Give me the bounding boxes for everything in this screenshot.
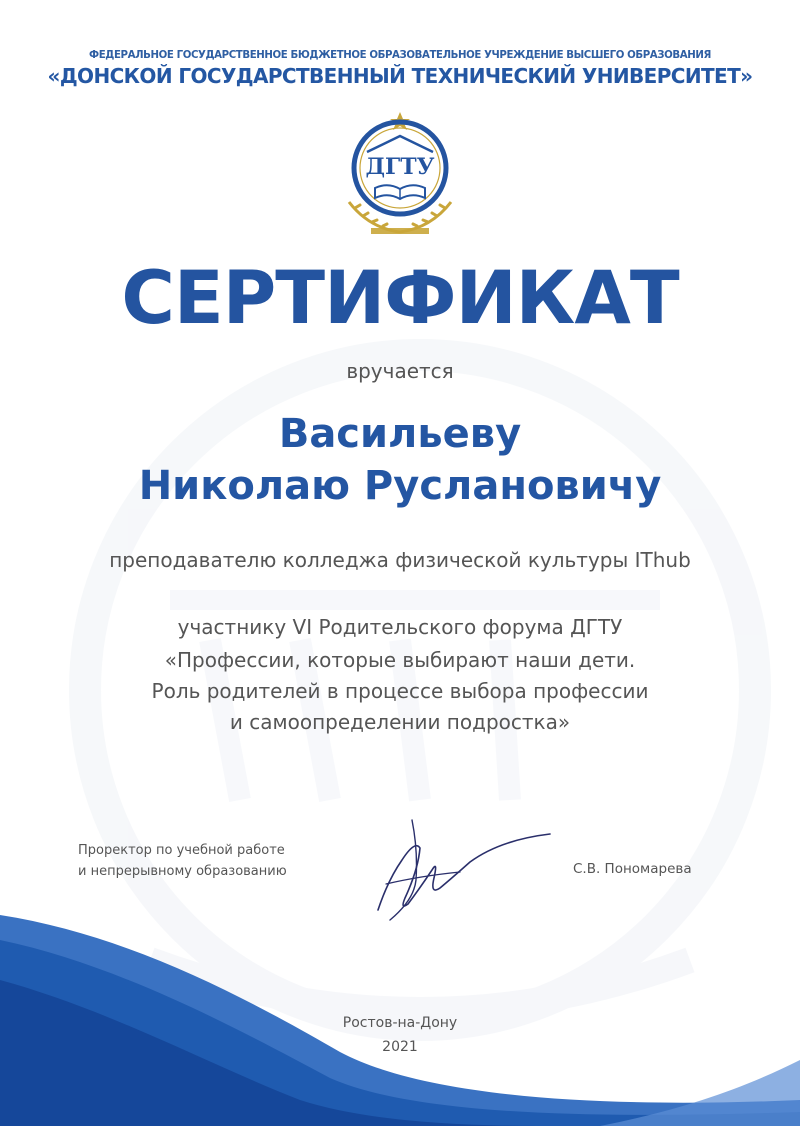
participation-line-1: участнику VI Родительского форума ДГТУ: [177, 615, 623, 639]
logo-laurel-icon: [349, 202, 451, 234]
recipient-surname: Васильеву: [278, 411, 522, 457]
issue-city: Ростов-на-Дону: [342, 1015, 458, 1031]
logo-text: ДГТУ: [365, 154, 435, 180]
participation-line-4: и самоопределении подростка»: [229, 710, 571, 734]
organization-type-line: ФЕДЕРАЛЬНОЕ ГОСУДАРСТВЕННОЕ БЮДЖЕТНОЕ ОБРАЗОВАТЕЛЬНОЕ УЧРЕЖДЕНИЕ ВЫСШЕГО ОБРАЗОВАНИЯ: [89, 50, 711, 61]
participation-line-3: Роль родителей в процессе выбора профессии: [151, 679, 649, 703]
signatory-name: С.В. Пономарева: [573, 861, 692, 877]
university-name: «ДОНСКОЙ ГОСУДАРСТВЕННЫЙ ТЕХНИЧЕСКИЙ УНИВЕРСИТЕТ»: [47, 64, 753, 88]
participation-line-2: «Профессии, которые выбирают наши дети.: [164, 648, 636, 672]
recipient-position: преподавателю колледжа физической культуры IThub: [109, 548, 691, 572]
certificate-title: СЕРТИФИКАТ: [121, 256, 679, 341]
handwritten-signature: [360, 800, 560, 930]
signatory-title-line-2: и непрерывному образованию: [78, 864, 287, 879]
logo-book-icon: [375, 185, 425, 199]
recipient-given-names: Николаю Руслановичу: [138, 463, 662, 509]
awarded-to-label: вручается: [346, 359, 454, 383]
issue-year: 2021: [382, 1039, 418, 1055]
university-logo: [341, 110, 459, 240]
signatory-title-line-1: Проректор по учебной работе: [78, 843, 285, 858]
signatory-title: [78, 840, 287, 882]
